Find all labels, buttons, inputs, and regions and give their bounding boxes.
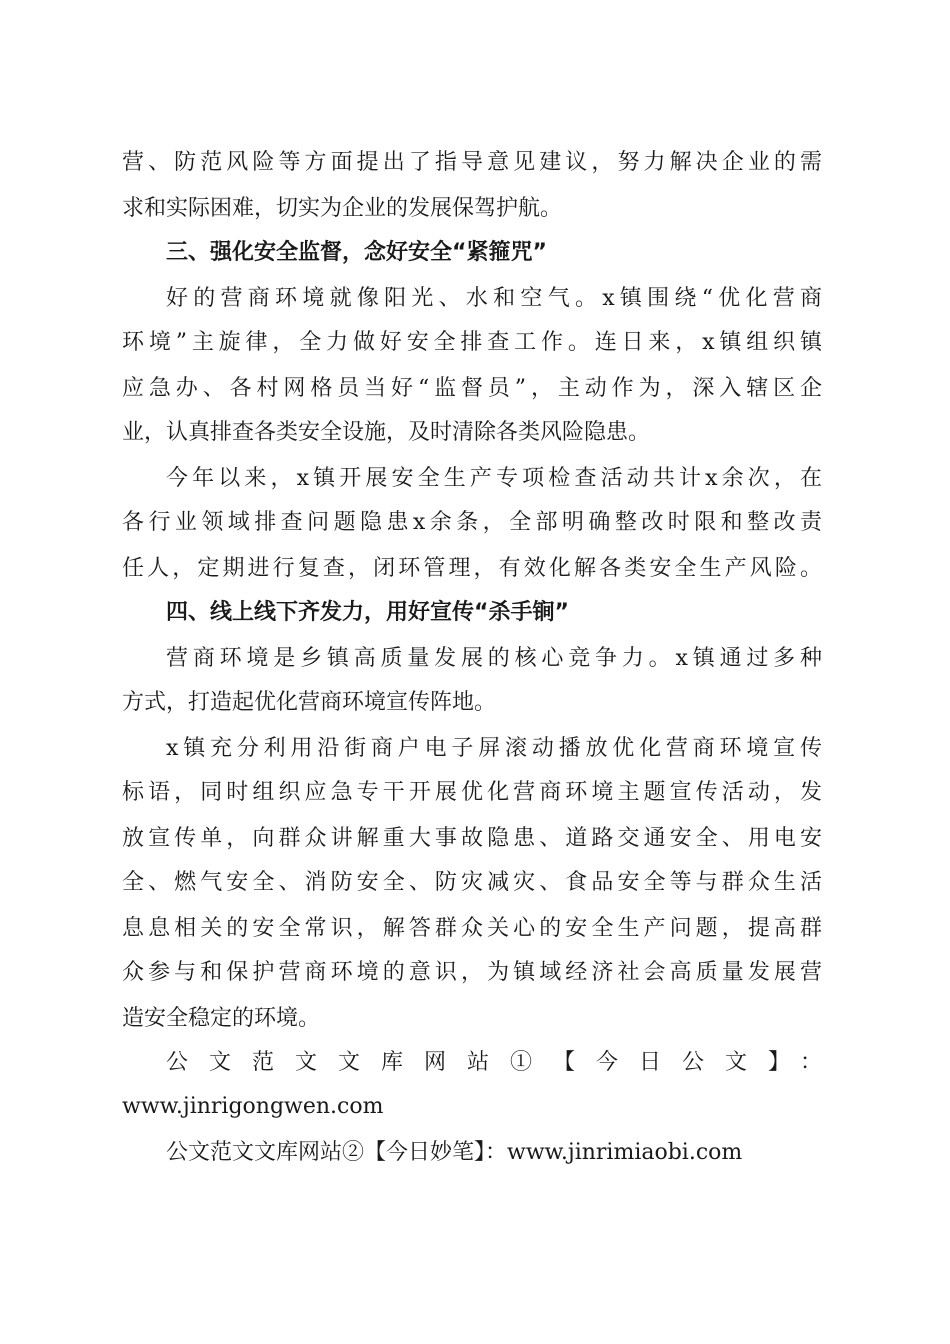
paragraph-line: 营商环境是乡镇高质量发展的核心竞争力。x镇通过多种 <box>166 646 822 671</box>
footer-site-1-label: 公文范文文库网站①【今日公文】： <box>166 1050 822 1075</box>
paragraph-line: 全、燃气安全、消防安全、防灾减灾、食品安全等与群众生活 <box>122 870 822 895</box>
paragraph-line: 求和实际困难，切实为企业的发展保驾护航。 <box>122 196 563 221</box>
paragraph-line: 息息相关的安全常识，解答群众关心的安全生产问题，提高群 <box>122 916 822 941</box>
paragraph-line: 营、防范风险等方面提出了指导意见建议，努力解决企业的需 <box>122 150 822 175</box>
section-heading: 三、强化安全监督，念好安全“紧箍咒” <box>166 240 547 265</box>
paragraph-line: 造安全稳定的环境。 <box>122 1006 321 1031</box>
paragraph-line: 环境”主旋律，全力做好安全排查工作。连日来，x镇组织镇 <box>122 330 822 355</box>
paragraph-line: 各行业领域排查问题隐患x余条，全部明确整改时限和整改责 <box>122 510 822 535</box>
paragraph-line: 好的营商环境就像阳光、水和空气。x镇围绕“优化营商 <box>166 286 822 311</box>
paragraph-line: 今年以来，x镇开展安全生产专项检查活动共计x余次，在 <box>166 466 822 491</box>
paragraph-line: 标语，同时组织应急专干开展优化营商环境主题宣传活动，发 <box>122 780 822 805</box>
section-heading: 四、线上线下齐发力，用好宣传“杀手锏” <box>166 600 569 625</box>
footer-site-2: 公文范文文库网站②【今日妙笔】：www.jinrimiaobi.com <box>166 1140 743 1165</box>
paragraph-line: 放宣传单，向群众讲解重大事故隐患、道路交通安全、用电安 <box>122 826 822 851</box>
footer-site-1-url[interactable]: www.jinrigongwen.com <box>122 1094 384 1119</box>
paragraph-line: 业，认真排查各类安全设施，及时清除各类风险隐患。 <box>122 420 651 445</box>
paragraph-line: 应急办、各村网格员当好“监督员”，主动作为，深入辖区企 <box>122 376 822 401</box>
paragraph-line: 任人，定期进行复查，闭环管理，有效化解各类安全生产风险。 <box>122 556 822 581</box>
paragraph-line: 方式，打造起优化营商环境宣传阵地。 <box>122 690 497 715</box>
paragraph-line: x镇充分利用沿街商户电子屏滚动播放优化营商环境宣传 <box>166 736 822 761</box>
paragraph-line: 众参与和保护营商环境的意识，为镇域经济社会高质量发展营 <box>122 960 822 985</box>
